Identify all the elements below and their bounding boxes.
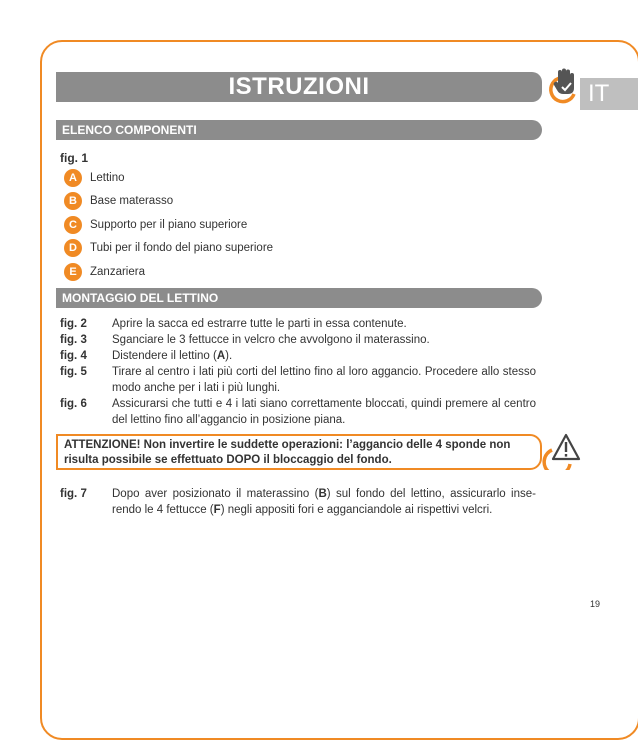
part-reference: A xyxy=(216,350,226,362)
component-name: Tubi per il fondo del piano superiore xyxy=(90,242,274,255)
list-item xyxy=(64,260,273,284)
component-name: Supporto per il piano superiore xyxy=(90,218,248,231)
step-row xyxy=(60,396,536,428)
letter-badge: A xyxy=(64,169,82,187)
step-row xyxy=(60,364,536,396)
component-name: Base materasso xyxy=(90,195,174,208)
step-text xyxy=(112,348,536,364)
step-row xyxy=(60,332,536,348)
step-figure: fig. 2 xyxy=(60,318,87,330)
step-text-part: Distendere il lettino ( xyxy=(112,350,217,362)
step-7 xyxy=(60,486,536,518)
figure-label: fig. 1 xyxy=(60,151,89,165)
letter-badge: D xyxy=(64,239,82,257)
step-text-part: ). xyxy=(225,350,233,362)
components-list xyxy=(64,166,273,284)
step-text xyxy=(112,486,536,518)
hand-check-icon xyxy=(544,68,582,106)
assembly-steps xyxy=(60,316,536,428)
step-text-part: ) sul fondo del lettino, assicurarlo inse-rendo le 4 fettucce ( xyxy=(112,488,536,516)
letter-badge: E xyxy=(64,263,82,281)
section-heading-components: ELENCO COMPONENTI xyxy=(56,120,542,140)
page-title: ISTRUZIONI xyxy=(56,72,542,102)
step-text: Sganciare le 3 fettucce in velcro che avvolgono il materassino. xyxy=(112,334,430,346)
step-text: Assicurarsi che tutti e 4 i lati siano correttamente bloccati, quindi premere al centro del lettino fino all’aggancio in posizione piana. xyxy=(112,398,536,426)
letter-badge: B xyxy=(64,192,82,210)
step-figure: fig. 7 xyxy=(60,488,87,500)
step-figure: fig. 4 xyxy=(60,350,87,362)
part-reference: B xyxy=(318,488,327,500)
step-text-part: ) negli appositi fori e agganciandole ai rispettivi velcri. xyxy=(220,504,493,516)
warning-box: ATTENZIONE! Non invertire le suddette operazioni: l’aggancio delle 4 sponde non risulta possibile se effettuato DOPO il bloccaggio del fondo. xyxy=(56,434,542,470)
letter-badge: C xyxy=(64,216,82,234)
step-row xyxy=(60,316,536,332)
step-row xyxy=(60,486,536,518)
component-name: Zanzariera xyxy=(90,265,145,278)
part-reference: F xyxy=(213,504,221,516)
language-tab: IT xyxy=(580,78,638,110)
step-text-part: Dopo aver posizionato il materassino ( xyxy=(112,488,319,500)
step-text: Aprire la sacca ed estrarre tutte le parti in essa contenute. xyxy=(112,318,407,330)
list-item xyxy=(64,237,273,261)
section-heading-assembly: MONTAGGIO DEL LETTINO xyxy=(56,288,542,308)
list-item xyxy=(64,190,273,214)
step-row xyxy=(60,348,536,364)
step-figure: fig. 3 xyxy=(60,334,87,346)
step-text: Tirare al centro i lati più corti del lettino fino al loro aggancio. Procedere allo stesso modo anche per i lati i più lunghi. xyxy=(112,366,536,394)
list-item xyxy=(64,166,273,190)
step-figure: fig. 6 xyxy=(60,398,87,410)
list-item xyxy=(64,213,273,237)
component-name: Lettino xyxy=(90,171,125,184)
page-number: 19 xyxy=(590,599,601,609)
step-figure: fig. 5 xyxy=(60,366,87,378)
warning-triangle-icon xyxy=(542,432,582,470)
